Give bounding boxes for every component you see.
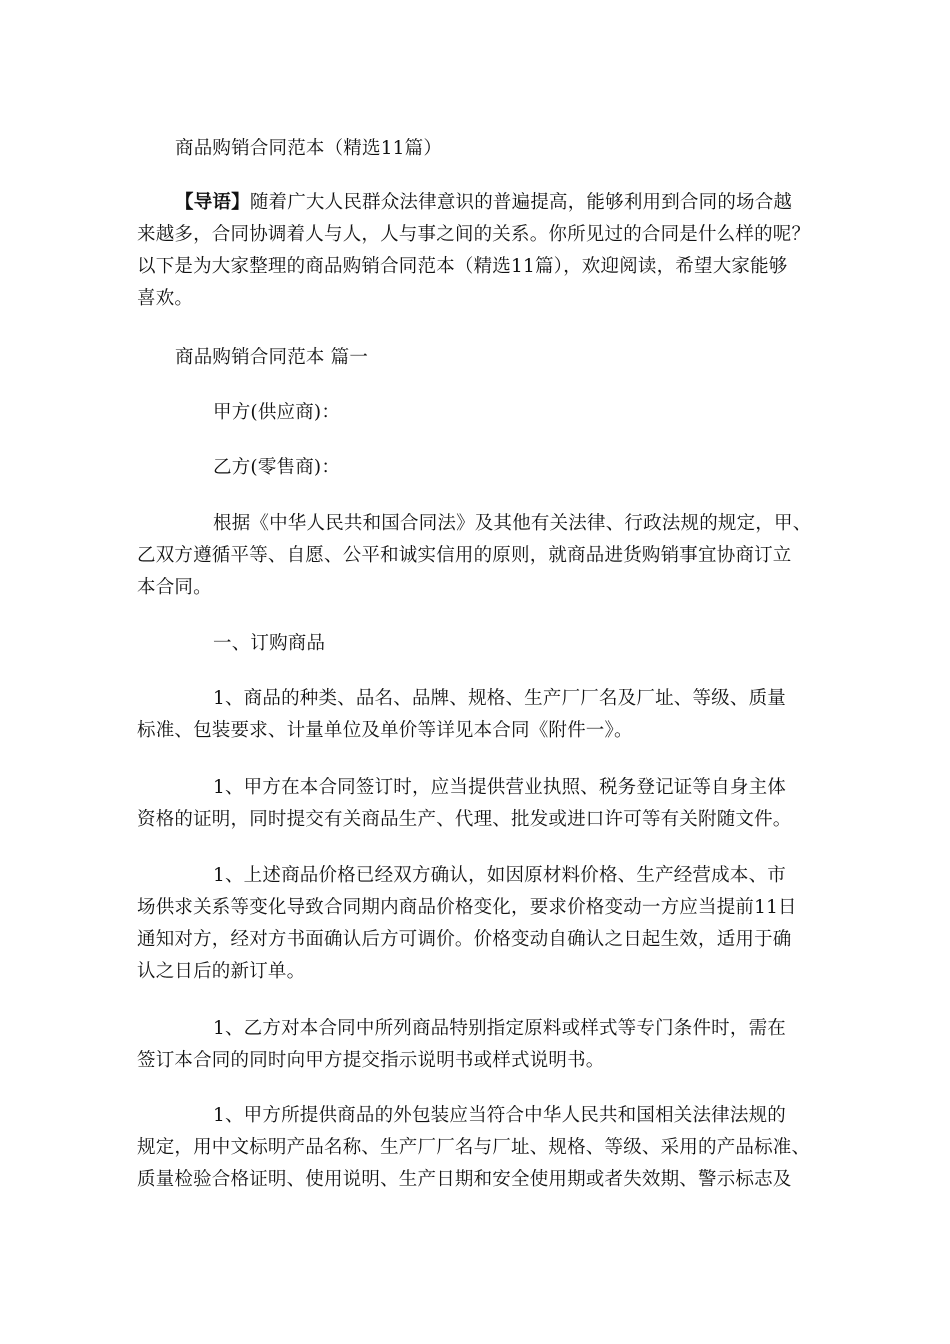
- clause-4-line-1: 1、乙方对本合同中所列商品特别指定原料或样式等专门条件时，需在: [213, 1018, 786, 1039]
- clause-3-line-1: 1、上述商品价格已经双方确认，如因原材料价格、生产经营成本、市: [213, 865, 786, 886]
- intro-line-3: 以下是为大家整理的商品购销合同范本（精选11篇），欢迎阅读，希望大家能够: [137, 256, 788, 277]
- intro-lead: 【导语】: [175, 192, 250, 213]
- clause-1-line-2: 标准、包装要求、计量单位及单价等详见本合同《附件一》。: [137, 720, 633, 741]
- clause-3-line-3: 通知对方，经对方书面确认后方可调价。价格变动自确认之日起生效，适用于确: [137, 929, 792, 950]
- party-b-text: 乙方(零售商)：: [213, 457, 341, 478]
- clause-3-line-2: 场供求关系等变化导致合同期内商品价格变化，要求价格变动一方应当提前11日: [137, 897, 797, 918]
- party-a: [137, 397, 817, 429]
- section-title: [137, 342, 817, 374]
- clause-5-line-2: 规定，用中文标明产品名称、生产厂厂名与厂址、规格、等级、采用的产品标准、: [137, 1137, 811, 1158]
- clause-5: [137, 1100, 817, 1196]
- clause-2-line-2: 资格的证明，同时提交有关商品生产、代理、批发或进口许可等有关附随文件。: [137, 809, 792, 830]
- heading-ordering-goods-text: 一、订购商品: [213, 633, 326, 654]
- preamble-line-2: 乙双方遵循平等、自愿、公平和诚实信用的原则，就商品进货购销事宜协商订立: [137, 545, 792, 566]
- heading-ordering-goods: [137, 628, 817, 660]
- clause-1: [137, 683, 817, 747]
- clause-2-line-1: 1、甲方在本合同签订时，应当提供营业执照、税务登记证等自身主体: [213, 777, 786, 798]
- clause-4-line-2: 签订本合同的同时向甲方提交指示说明书或样式说明书。: [137, 1050, 605, 1071]
- intro-line-1-text: 随着广大人民群众法律意识的普遍提高，能够利用到合同的场合越: [249, 192, 793, 213]
- clause-5-line-3: 质量检验合格证明、使用说明、生产日期和安全使用期或者失效期、警示标志及: [137, 1169, 792, 1190]
- document-title: [137, 133, 817, 165]
- clause-4: [137, 1013, 817, 1077]
- clause-1-line-1: 1、商品的种类、品名、品牌、规格、生产厂厂名及厂址、等级、质量: [213, 688, 786, 709]
- section-title-text: 商品购销合同范本 篇一: [175, 347, 369, 368]
- preamble-line-1: 根据《中华人民共和国合同法》及其他有关法律、行政法规的规定，甲、: [213, 513, 812, 534]
- document-title-text: 商品购销合同范本（精选11篇）: [175, 138, 443, 159]
- party-a-text: 甲方(供应商)：: [213, 402, 341, 423]
- clause-3: [137, 860, 817, 988]
- preamble-paragraph: [137, 508, 817, 604]
- intro-paragraph: [137, 187, 817, 315]
- intro-line-1: [137, 187, 817, 219]
- intro-line-2: 来越多，合同协调着人与人，人与事之间的关系。你所见过的合同是什么样的呢？: [137, 224, 811, 245]
- party-b: [137, 452, 817, 484]
- clause-5-line-1: 1、甲方所提供商品的外包装应当符合中华人民共和国相关法律法规的: [213, 1105, 786, 1126]
- clause-3-line-4: 认之日后的新订单。: [137, 961, 306, 982]
- clause-2: [137, 772, 817, 836]
- preamble-line-3: 本合同。: [137, 577, 212, 598]
- intro-line-4: 喜欢。: [137, 288, 194, 309]
